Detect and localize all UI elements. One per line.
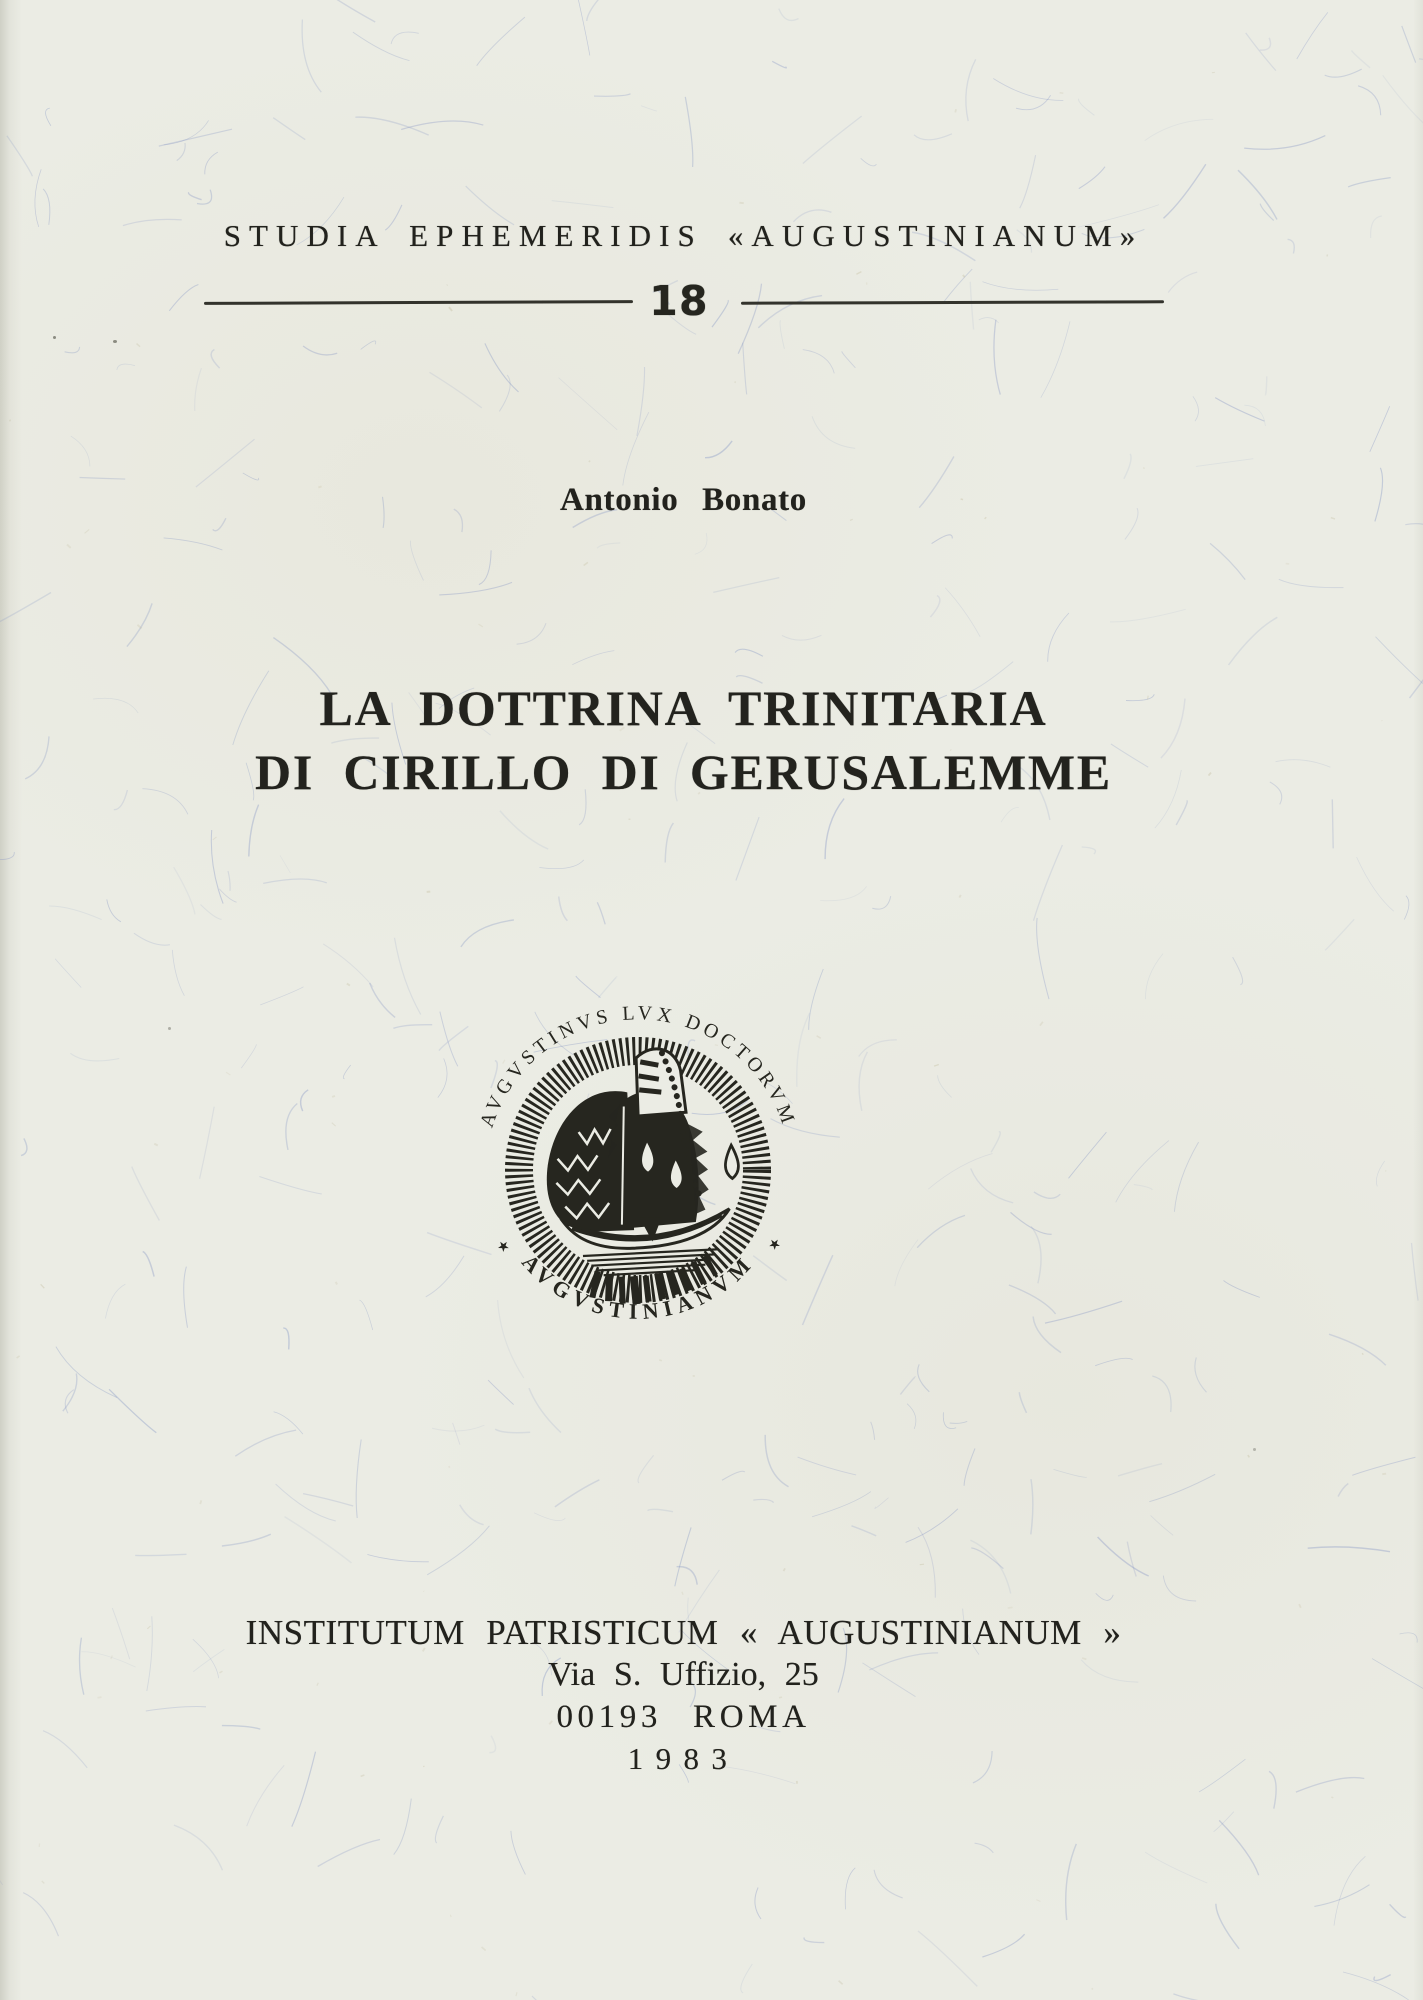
paper-speck	[113, 340, 117, 343]
paper-speck	[1253, 1448, 1256, 1451]
publisher-seal	[458, 990, 818, 1350]
paper-speck	[53, 336, 56, 339]
publisher-city: 00193 ROMA	[556, 1699, 811, 1735]
main-title-line1: LA DOTTRINA TRINITARIA	[319, 680, 1048, 736]
seal-bottom-inscription: AVGVSTINIANVM	[517, 1249, 760, 1325]
main-title	[0, 676, 1395, 804]
series-number: 18	[649, 277, 709, 325]
seal-star-left: ★	[494, 1237, 514, 1257]
publication-year: 1983	[627, 1741, 740, 1776]
left-horizontal-rule	[204, 300, 633, 305]
series-title: STUDIA EPHEMERIDIS «AUGUSTINIANUM»	[223, 218, 1144, 253]
seal-top-inscription: AVGVSTINVS LVX DOCTORVM	[475, 1002, 801, 1131]
paper-speck	[168, 1027, 171, 1030]
series-number-row	[0, 278, 1395, 324]
main-title-line2: DI CIRILLO DI GERUSALEMME	[255, 744, 1112, 800]
right-horizontal-rule	[741, 300, 1164, 304]
author-name: Antonio Bonato	[560, 482, 807, 518]
seal-star-right: ★	[764, 1235, 784, 1255]
publisher-name: INSTITUTUM PATRISTICUM « AUGUSTINIANUM »	[245, 1613, 1122, 1652]
publisher-block	[0, 1612, 1395, 1780]
publisher-address: Via S. Uffizio, 25	[548, 1656, 819, 1693]
